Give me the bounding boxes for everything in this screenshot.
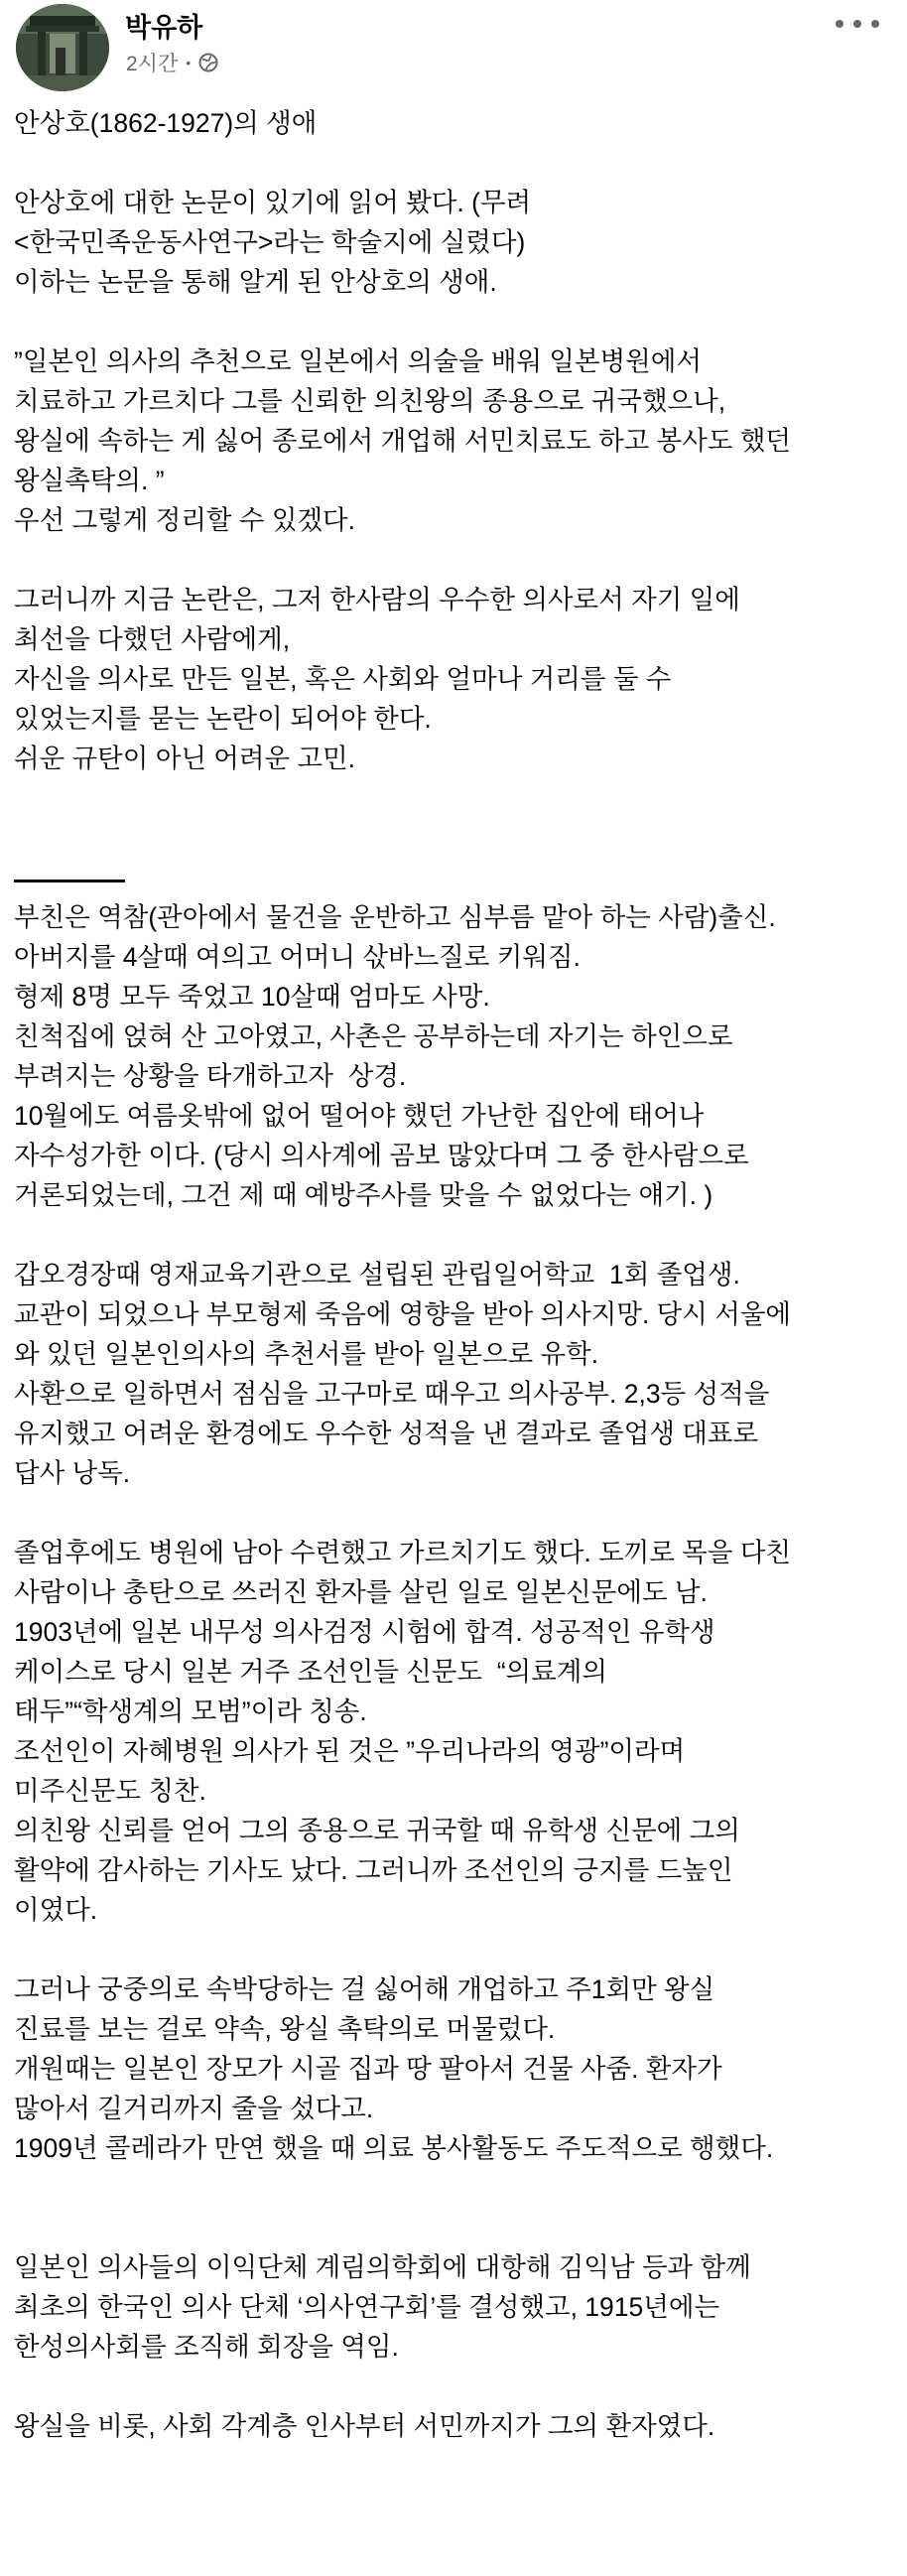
post-text-line: 아버지를 4살때 여의고 어머니 삯바느질로 키워짐. — [14, 942, 581, 972]
author-name[interactable]: 박유하 — [125, 13, 203, 43]
post-text-line: 친척집에 얹혀 산 고아였고, 사촌은 공부하는데 자기는 하인으로 — [14, 1021, 733, 1051]
post-text-line: 많아서 길거리까지 줄을 섰다고. — [14, 2094, 374, 2123]
post-text-line: 그러나 궁중의로 속박당하는 걸 싫어해 개업하고 주1회만 왕실 — [14, 1974, 715, 2004]
post-text-line: 의친왕 신뢰를 얻어 그의 종용으로 귀국할 때 유학생 신문에 그의 — [14, 1816, 740, 1845]
post-text-line: 교관이 되었으나 부모형제 죽음에 영향을 받아 의사지망. 당시 서울에 — [14, 1299, 792, 1329]
post-meta — [126, 48, 218, 77]
post-text-line: 왕실에 속하는 게 싫어 종로에서 개업해 서민치료도 하고 봉사도 했던 — [14, 426, 792, 456]
post-text-line: 갑오경장때 영재교육기관으로 설립된 관립일어학교 1회 졸업생. — [14, 1260, 740, 1289]
post-body — [14, 103, 893, 2446]
post-text-line: 조선인이 자혜병원 의사가 된 것은 ”우리나라의 영광”이라며 — [14, 1736, 686, 1766]
post-text-line: 안상호에 대한 논문이 있기에 읽어 봤다. (무려 — [14, 188, 532, 217]
globe-icon[interactable] — [198, 53, 218, 72]
post-text-line: 태두”“학생계의 모범”이라 칭송. — [14, 1696, 367, 1726]
post-text-line: 거론되었는데, 그건 제 때 예방주사를 맞을 수 없었다는 얘기. ) — [14, 1180, 713, 1210]
post-text-line: 안상호(1862-1927)의 생애 — [14, 108, 318, 138]
post-text-line — [14, 143, 893, 183]
post-text-line: 와 있던 일본인의사의 추천서를 받아 일본으로 유학. — [14, 1339, 599, 1369]
post-text-line: 왕실촉탁의. ” — [14, 466, 165, 495]
post-text-line — [14, 1493, 893, 1533]
post-text-line — [14, 2168, 893, 2208]
post-text-line — [14, 540, 893, 580]
divider-line — [14, 880, 125, 882]
post-text-line: 쉬운 규탄이 아닌 어려운 고민. — [14, 744, 356, 773]
post-text-line: 그러니까 지금 논란은, 그저 한사람의 우수한 의사로서 자기 일에 — [14, 585, 740, 614]
post-text-line: 형제 8명 모두 죽었고 10살때 엄마도 사망. — [14, 982, 490, 1012]
post-text-line: 사람이나 총탄으로 쓰러진 환자를 살린 일로 일본신문에도 남. — [14, 1577, 708, 1607]
post-text-line: 케이스로 당시 일본 거주 조선인들 신문도 “의료계의 — [14, 1657, 607, 1687]
post-text-line — [14, 818, 893, 858]
post-text-line: 있었는지를 묻는 논란이 되어야 한다. — [14, 704, 432, 734]
post-text-line: 유지했고 어려운 환경에도 우수한 성적을 낸 결과로 졸업생 대표로 — [14, 1419, 759, 1448]
post-text-line: 1909년 콜레라가 만연 했을 때 의료 봉사활동도 주도적으로 행했다. — [14, 2133, 774, 2163]
post-text-line: 진료를 보는 걸로 약속, 왕실 촉탁의로 머물렀다. — [14, 2014, 556, 2044]
post-text-line: 이하는 논문을 통해 알게 된 안상호의 생애. — [14, 267, 497, 297]
post-text-line: 활약에 감사하는 기사도 났다. 그러니까 조선인의 긍지를 드높인 — [14, 1855, 733, 1885]
post-text-line — [14, 778, 893, 818]
post-text-line — [14, 302, 893, 341]
post-text-line — [14, 1930, 893, 1969]
post-text-line: 왕실을 비롯, 사회 각계층 인사부터 서민까지가 그의 환자였다. — [14, 2411, 715, 2441]
post-text-line: 부려지는 상황을 타개하고자 상경. — [14, 1061, 407, 1091]
post-text-line: 자수성가한 이다. (당시 의사계에 곰보 많았다며 그 중 한사람으로 — [14, 1141, 749, 1170]
avatar[interactable] — [16, 4, 109, 91]
post-text-line: ”일본인 의사의 추천으로 일본에서 의술을 배워 일본병원에서 — [14, 346, 702, 376]
post-text-line: 10월에도 여름옷밖에 없어 떨어야 했던 가난한 집안에 태어나 — [14, 1101, 705, 1131]
meta-separator: • — [186, 55, 192, 70]
avatar-photo — [16, 4, 109, 91]
post-text-line: 사환으로 일하면서 점심을 고구마로 때우고 의사공부. 2,3등 성적을 — [14, 1379, 770, 1409]
post-text-line: 일본인 의사들의 이익단체 계림의학회에 대항해 김익남 등과 함께 — [14, 2252, 751, 2282]
post-text-line: 부친은 역참(관아에서 물건을 운반하고 심부름 맡아 하는 사람)출신. — [14, 902, 776, 932]
post-text-line: 졸업후에도 병원에 남아 수련했고 가르치기도 했다. 도끼로 목을 다친 — [14, 1538, 792, 1567]
post-text-line: 우선 그렇게 정리할 수 있겠다. — [14, 505, 356, 535]
more-options-icon[interactable] — [836, 12, 879, 36]
post-text-line: 최선을 다했던 사람에게, — [14, 624, 291, 654]
post-header — [0, 0, 907, 99]
post-time[interactable]: 2시간 — [126, 53, 179, 75]
post-text-line: 미주신문도 칭찬. — [14, 1776, 206, 1806]
post-text-line: 한성의사회를 조직해 회장을 역임. — [14, 2332, 399, 2362]
post-text-line: 개원때는 일본인 장모가 시골 집과 땅 팔아서 건물 사줌. 환자가 — [14, 2054, 722, 2084]
post-text-line — [14, 1215, 893, 1255]
post-text-line — [14, 2208, 893, 2247]
post-text-line: 이였다. — [14, 1895, 98, 1925]
post-text-line: 최초의 한국인 의사 단체 ‘의사연구회’를 결성했고, 1915년에는 — [14, 2292, 720, 2322]
post-text-line: 답사 낭독. — [14, 1458, 131, 1488]
post-text-line — [14, 858, 893, 897]
post-text-line: 자신을 의사로 만든 일본, 혹은 사회와 얼마나 거리를 둘 수 — [14, 664, 672, 694]
post-text-line: 치료하고 가르치다 그를 신뢰한 의친왕의 종용으로 귀국했으나, — [14, 386, 726, 416]
post-text-line: <한국민족운동사연구>라는 학술지에 실렸다) — [14, 227, 526, 257]
post-text-line — [14, 2367, 893, 2406]
post-text-line: 1903년에 일본 내무성 의사검정 시험에 합격. 성공적인 유학생 — [14, 1617, 715, 1647]
